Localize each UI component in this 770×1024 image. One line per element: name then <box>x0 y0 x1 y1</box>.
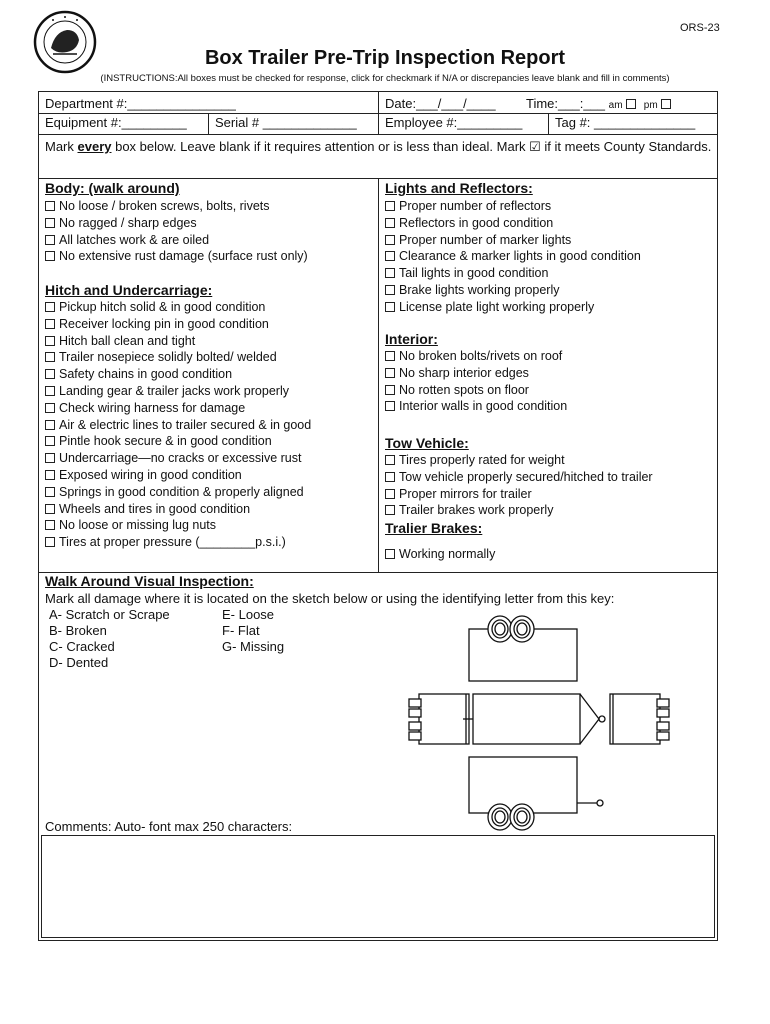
section-hitch-title: Hitch and Undercarriage: <box>45 282 213 298</box>
divider <box>208 113 209 134</box>
trailer-top <box>473 694 580 744</box>
checklist-item[interactable] <box>385 248 641 265</box>
pm-checkbox[interactable] <box>661 99 671 109</box>
emphasis-every: every <box>77 139 112 154</box>
checklist-item[interactable] <box>45 534 311 551</box>
checklist-item-label: Safety chains in good condition <box>59 367 233 382</box>
checklist-item[interactable] <box>385 265 641 282</box>
tow-checklist <box>385 452 653 519</box>
checkbox[interactable] <box>385 472 395 482</box>
checklist-item[interactable] <box>45 517 311 534</box>
checklist-item[interactable] <box>385 502 653 519</box>
section-interior-title: Interior: <box>385 331 438 347</box>
checklist-item-label: All latches work & are oiled <box>59 232 210 247</box>
checklist-item[interactable] <box>385 198 641 215</box>
checklist-item-label: No loose / broken screws, bolts, rivets <box>59 199 270 213</box>
checklist-item-label: No sharp interior edges <box>399 365 529 380</box>
body-checklist <box>45 198 308 265</box>
walkaround-instruction: Mark all damage where it is located on the sketch below or using the identifying letter from this key: <box>45 591 615 606</box>
am-label: am <box>608 100 623 111</box>
comments-label: Comments: Auto- font max 250 characters: <box>45 819 293 834</box>
divider <box>378 92 379 134</box>
checklist-item-label: No loose or missing lug nuts <box>59 518 217 533</box>
checkbox[interactable] <box>45 487 55 497</box>
checklist-item-label: No ragged / sharp edges <box>59 215 197 230</box>
tag-field[interactable]: Tag #: ______________ <box>555 115 696 130</box>
section-tow-title: Tow Vehicle: <box>385 435 469 451</box>
checklist-item[interactable] <box>385 546 495 563</box>
damage-key-entry: A- Scratch or Scrape <box>49 607 170 622</box>
checkbox[interactable] <box>385 455 395 465</box>
checklist-item-label: Landing gear & trailer jacks work properly <box>59 383 289 398</box>
date-field[interactable]: Date:___/___/____ <box>385 96 496 111</box>
checkbox[interactable] <box>45 470 55 480</box>
checklist-item[interactable] <box>45 316 311 333</box>
checklist-item-label: Tires properly rated for weight <box>399 453 565 467</box>
checklist-item-label: Trailer nosepiece solidly bolted/ welded <box>59 350 277 365</box>
employee-field[interactable]: Employee #:_________ <box>385 115 523 130</box>
checklist-item[interactable] <box>45 198 308 215</box>
checkbox[interactable] <box>45 420 55 430</box>
checklist-item-label: Pickup hitch solid & in good condition <box>59 300 266 314</box>
checklist-item-label: Air & electric lines to trailer secured & in good <box>59 417 312 432</box>
trailer-front <box>610 694 660 744</box>
checklist-item[interactable] <box>385 365 567 382</box>
form-number: ORS-23 <box>680 22 720 34</box>
checklist-item-label: Tail lights in good condition <box>399 266 549 281</box>
checkbox[interactable] <box>45 302 55 312</box>
checkbox[interactable] <box>385 268 395 278</box>
checklist-item[interactable] <box>45 349 311 366</box>
side-lights <box>409 699 669 740</box>
checkbox[interactable] <box>45 251 55 261</box>
inspection-form <box>38 91 718 941</box>
top-wheels <box>488 616 534 642</box>
checklist-item-label: Clearance & marker lights in good condition <box>399 249 641 264</box>
checklist-item-label: Exposed wiring in good condition <box>59 467 242 482</box>
time-field[interactable] <box>526 96 675 111</box>
interior-checklist <box>385 348 567 415</box>
trailer-damage-sketch[interactable] <box>407 607 687 837</box>
checkbox[interactable] <box>45 520 55 530</box>
hitch-checklist <box>45 299 311 551</box>
checklist-item[interactable] <box>385 348 567 365</box>
checkbox[interactable] <box>385 401 395 411</box>
checklist-item[interactable] <box>45 417 311 434</box>
checkbox[interactable] <box>45 336 55 346</box>
damage-key-entry: F- Flat <box>222 623 260 638</box>
instructions-text: (INSTRUCTIONS:All boxes must be checked for response, click for checkmark if N/A or discrepancies leave blank and fill in comments) <box>100 73 670 84</box>
checklist-item[interactable] <box>385 232 641 249</box>
checkbox[interactable] <box>45 436 55 446</box>
checklist-item[interactable] <box>45 484 311 501</box>
checkbox[interactable] <box>385 251 395 261</box>
checkbox[interactable] <box>45 369 55 379</box>
checklist-item-label: Hitch ball clean and tight <box>59 333 196 348</box>
damage-key-entry: C- Cracked <box>49 639 115 654</box>
checklist-item-label: Pintle hook secure & in good condition <box>59 434 272 449</box>
checklist-item-label: Receiver locking pin in good condition <box>59 316 269 331</box>
damage-key-entry: G- Missing <box>222 639 285 654</box>
divider <box>39 134 717 135</box>
checklist-item[interactable] <box>385 452 653 469</box>
checklist-item-label: Working normally <box>399 547 496 561</box>
checkbox[interactable] <box>45 453 55 463</box>
checklist-item-label: Proper mirrors for trailer <box>399 486 532 501</box>
department-field[interactable]: Department #:_______________ <box>45 96 236 111</box>
checkbox[interactable] <box>45 537 55 547</box>
checklist-item[interactable] <box>45 333 311 350</box>
checklist-item[interactable] <box>45 232 308 249</box>
equipment-field[interactable]: Equipment #:_________ <box>45 115 187 130</box>
checklist-item-label: Undercarriage—no cracks or excessive rust <box>59 451 302 466</box>
checklist-item-label: Interior walls in good condition <box>399 399 568 414</box>
damage-key-entry: B- Broken <box>49 623 107 638</box>
checklist-item-label: Check wiring harness for damage <box>59 400 246 415</box>
damage-key-entry: D- Dented <box>49 655 109 670</box>
checklist-item[interactable] <box>385 299 641 316</box>
checkbox[interactable] <box>45 235 55 245</box>
section-brakes-title: Tralier Brakes: <box>385 520 483 536</box>
checkbox[interactable] <box>45 386 55 396</box>
checkbox[interactable] <box>385 505 395 515</box>
walkaround-title: Walk Around Visual Inspection: <box>45 573 254 589</box>
section-lights-title: Lights and Reflectors: <box>385 180 533 196</box>
time-label: Time:___:___ <box>526 96 606 111</box>
checklist-item-label: Brake lights working properly <box>399 282 560 297</box>
checklist-item[interactable] <box>385 215 641 232</box>
damage-key-left <box>49 607 170 671</box>
checkbox[interactable] <box>385 489 395 499</box>
checklist-item[interactable] <box>45 400 311 417</box>
checklist-item-label: No extensive rust damage (surface rust only) <box>59 249 308 264</box>
checklist-item[interactable] <box>45 467 311 484</box>
marking-instructions: Mark every box below. Leave blank if it requires attention or is less than ideal. Mark ☑ if it meets County Standards. <box>45 139 712 154</box>
checklist-item-label: Trailer brakes work properly <box>399 503 554 518</box>
checkbox[interactable] <box>45 201 55 211</box>
checklist-item[interactable] <box>45 215 308 232</box>
checklist-item[interactable] <box>45 450 311 467</box>
checklist-item[interactable] <box>45 366 311 383</box>
checkbox[interactable] <box>385 368 395 378</box>
lights-checklist <box>385 198 641 316</box>
checklist-item-label: Proper number of reflectors <box>399 199 552 213</box>
checkbox[interactable] <box>385 201 395 211</box>
checkbox[interactable] <box>385 235 395 245</box>
section-body-title: Body: (walk around) <box>45 180 180 196</box>
trailer-rear <box>419 694 469 744</box>
divider <box>548 113 549 134</box>
comments-field[interactable] <box>41 835 715 938</box>
brakes-checklist <box>385 546 495 563</box>
checkbox[interactable] <box>385 385 395 395</box>
checklist-item-label: Wheels and tires in good condition <box>59 501 251 516</box>
checklist-item-label: No rotten spots on floor <box>399 382 529 397</box>
divider <box>378 178 379 572</box>
checklist-item[interactable] <box>385 486 653 503</box>
checklist-item-label: Tires at proper pressure (________p.s.i.) <box>59 535 286 550</box>
checklist-item-label: Tow vehicle properly secured/hitched to trailer <box>399 469 653 484</box>
checklist-item[interactable] <box>385 469 653 486</box>
checkbox[interactable] <box>385 218 395 228</box>
checklist-item[interactable] <box>45 433 311 450</box>
checklist-item-label: Reflectors in good condition <box>399 215 554 230</box>
checklist-item-label: Proper number of marker lights <box>399 232 572 247</box>
checklist-item-label: Springs in good condition & properly aligned <box>59 484 304 499</box>
checkbox[interactable] <box>385 351 395 361</box>
checkbox[interactable] <box>45 504 55 514</box>
checkbox[interactable] <box>45 352 55 362</box>
checklist-item-label: No broken bolts/rivets on roof <box>399 349 563 363</box>
checklist-item[interactable] <box>385 382 567 399</box>
checkbox[interactable] <box>45 403 55 413</box>
checklist-item[interactable] <box>45 248 308 265</box>
damage-key-entry: E- Loose <box>222 607 275 622</box>
checklist-item[interactable] <box>45 299 311 316</box>
checklist-item[interactable] <box>45 501 311 518</box>
checklist-item[interactable] <box>385 398 567 415</box>
checkbox[interactable] <box>45 218 55 228</box>
checkbox[interactable] <box>385 285 395 295</box>
page-title: Box Trailer Pre-Trip Inspection Report <box>204 47 566 69</box>
checklist-item[interactable] <box>45 383 311 400</box>
am-checkbox[interactable] <box>626 99 636 109</box>
checklist-item[interactable] <box>385 282 641 299</box>
checkbox[interactable] <box>45 319 55 329</box>
damage-key-right <box>222 607 284 655</box>
bottom-wheels <box>488 804 534 830</box>
serial-field[interactable]: Serial # _____________ <box>215 115 357 130</box>
checklist-item-label: License plate light working properly <box>399 299 595 314</box>
checkbox[interactable] <box>385 549 395 559</box>
checkbox[interactable] <box>385 302 395 312</box>
pm-label: pm <box>643 100 658 111</box>
